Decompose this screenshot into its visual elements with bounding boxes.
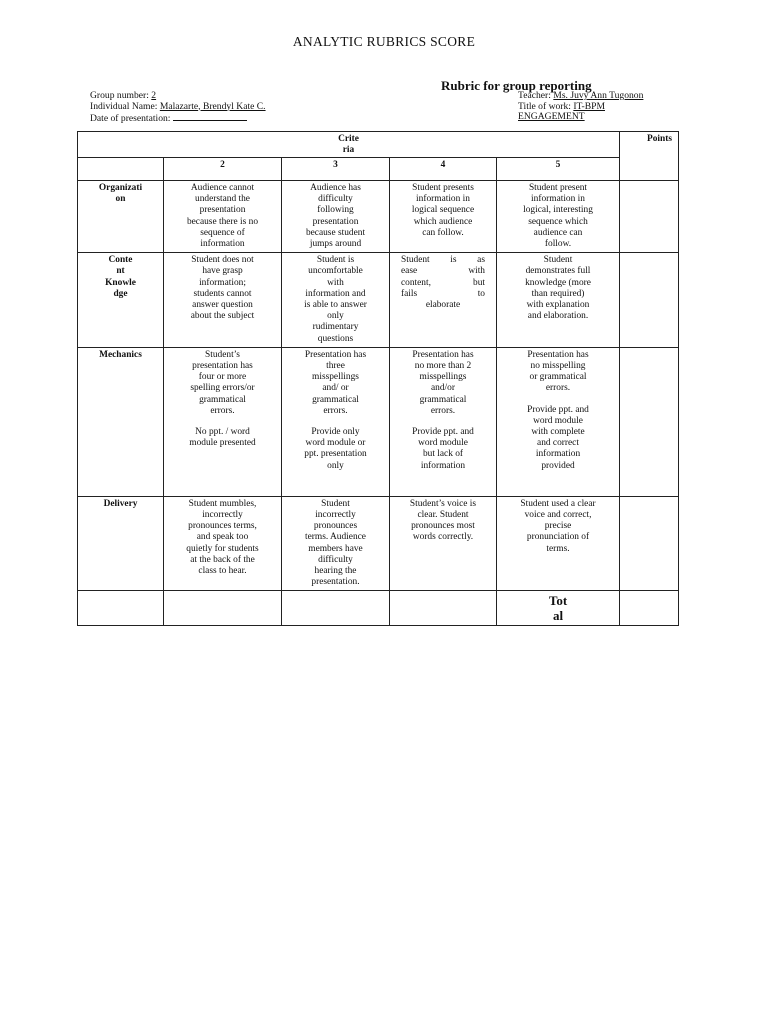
row-label-delivery xyxy=(78,496,164,591)
cell-line: and elaboration. xyxy=(527,311,589,322)
cell-line: is able to answer xyxy=(304,300,367,311)
rubric-cell-mechanics-level-5 xyxy=(497,347,620,496)
individual-name-line xyxy=(90,102,266,113)
rubric-cell-delivery-level-5 xyxy=(497,496,620,591)
date-blank xyxy=(173,112,247,121)
cell-line: Audience has xyxy=(310,183,361,193)
cell-line: information in xyxy=(531,194,585,205)
cell-line: word module or xyxy=(305,438,366,449)
cell-line xyxy=(500,395,616,405)
total-points xyxy=(620,591,679,626)
cell-line: understand the xyxy=(195,194,250,205)
rubric-cell-delivery-level-2 xyxy=(164,496,282,591)
cell-line: voice and correct, xyxy=(524,510,592,521)
rubric-cell-content-knowledge-level-3 xyxy=(282,253,390,348)
cell-line: Student mumbles, xyxy=(188,498,257,509)
criteria-header-row xyxy=(78,132,679,158)
level-5: 5 xyxy=(497,158,620,181)
group-number-label: Group number: xyxy=(90,90,149,101)
cell-line: questions xyxy=(317,333,354,344)
cell-line: can follow. xyxy=(422,227,464,238)
cell-line: logical, interesting xyxy=(523,205,593,216)
group-number-value: 2 xyxy=(151,90,157,101)
cell-line: information and xyxy=(305,288,366,299)
cell-line: presentation. xyxy=(311,577,360,588)
cell-line: no misspelling xyxy=(530,361,586,372)
cell-line: Student presents xyxy=(412,183,474,193)
cell-line: errors. xyxy=(323,405,348,416)
cell-line: rudimentary xyxy=(312,322,359,333)
individual-name-value: Malazarte, Brendyl Kate C. xyxy=(159,100,266,112)
cell-line: because there is no xyxy=(186,216,259,227)
cell-line: spelling errors/or xyxy=(190,383,255,394)
cell-line: Student’s xyxy=(205,349,240,360)
cell-line: students cannot xyxy=(193,288,252,299)
cell-line: presentation xyxy=(312,216,359,227)
cell-line: only xyxy=(327,311,344,322)
cell-line: which audience xyxy=(413,216,473,227)
cell-line: about the subject xyxy=(190,311,255,322)
cell-line: content, but xyxy=(401,277,485,288)
cell-line: incorrectly xyxy=(315,510,356,521)
cell-line: sequence which xyxy=(528,216,588,227)
cell-line: and/or xyxy=(431,383,455,394)
rubric-table xyxy=(77,131,679,626)
cell-line: Student is xyxy=(316,255,355,266)
cell-line: because student xyxy=(305,227,366,238)
cell-line: grammatical xyxy=(199,394,246,405)
rubric-cell-mechanics-level-3 xyxy=(282,347,390,496)
cell-line: four or more xyxy=(198,372,247,383)
cell-line: at the back of the xyxy=(190,554,255,565)
cell-line: provided xyxy=(541,460,575,471)
rubric-cell-organization-level-4 xyxy=(390,181,497,253)
cell-line: errors. xyxy=(430,405,456,416)
cell-line: ppt. presentation xyxy=(304,449,367,460)
rubric-cell-content-knowledge-level-5 xyxy=(497,253,620,348)
rubric-cell-organization-level-5 xyxy=(497,181,620,253)
cell-line: clear. Student xyxy=(417,510,469,521)
cell-line: and/ or xyxy=(322,383,349,394)
cell-line: information xyxy=(535,449,581,460)
cell-line: hearing the xyxy=(314,566,357,577)
cell-line: errors. xyxy=(210,405,235,416)
cell-line: information in xyxy=(416,194,470,205)
cell-line: answer question xyxy=(192,300,253,311)
rubric-cell-delivery-level-4 xyxy=(390,496,497,591)
total-empty-1 xyxy=(78,591,164,626)
row-label-line: Knowle xyxy=(105,277,136,288)
date-line xyxy=(90,112,266,125)
cell-line: Student xyxy=(321,498,350,509)
title-of-work-value: IT-BPM xyxy=(573,100,605,112)
cell-line: No ppt. / word xyxy=(195,427,250,438)
date-label: Date of presentation: xyxy=(90,113,171,124)
points-cell-content-knowledge xyxy=(620,253,679,348)
title-of-work-label: Title of work: xyxy=(518,100,571,112)
cell-line: terms. Audience xyxy=(305,532,366,543)
points-cell-mechanics xyxy=(620,347,679,496)
cell-line: presentation xyxy=(199,205,246,216)
cell-line: grammatical xyxy=(419,394,467,405)
points-cell-organization xyxy=(620,181,679,253)
cell-line: information xyxy=(200,239,245,250)
levels-corner xyxy=(78,158,164,181)
cell-line: class to hear. xyxy=(198,566,247,577)
cell-line: and correct xyxy=(537,438,579,449)
rubric-body xyxy=(78,181,679,591)
teacher-label: Teacher: xyxy=(518,90,551,101)
cell-line: misspellings xyxy=(419,372,467,383)
cell-line: pronounces xyxy=(313,521,358,532)
cell-line: precise xyxy=(544,521,572,532)
row-label-line: dge xyxy=(113,288,128,299)
cell-line: follow. xyxy=(544,239,572,250)
cell-line: incorrectly xyxy=(202,510,243,521)
title-of-work-value-2: ENGAGEMENT xyxy=(518,111,585,122)
cell-line: Presentation has xyxy=(527,349,589,360)
cell-line: sequence of xyxy=(200,227,245,238)
rubric-cell-mechanics-level-4 xyxy=(390,347,497,496)
rubric-row-content-knowledge xyxy=(78,253,679,348)
cell-line: Student is as xyxy=(401,255,485,266)
cell-line: knowledge (more xyxy=(525,277,591,288)
row-label-line: on xyxy=(115,194,126,205)
cell-line: information; xyxy=(199,277,246,288)
cell-line xyxy=(167,417,278,427)
row-label-line: nt xyxy=(116,266,125,277)
cell-line: and speak too xyxy=(196,532,249,543)
total-label-line-1: Tot xyxy=(548,593,568,609)
row-label-line: Delivery xyxy=(103,498,138,509)
document-title: ANALYTIC RUBRICS SCORE xyxy=(292,34,476,49)
cell-line: word module xyxy=(418,438,468,449)
cell-line: have grasp xyxy=(202,266,243,277)
cell-line: Student’s voice is xyxy=(409,498,477,509)
cell-line: Audience cannot xyxy=(190,183,255,193)
rubric-cell-content-knowledge-level-4 xyxy=(390,253,497,348)
cell-line: fails to xyxy=(401,288,485,299)
cell-line: words correctly. xyxy=(412,532,474,543)
cell-line: difficulty xyxy=(318,194,353,205)
cell-line: information xyxy=(420,460,466,471)
cell-line: misspellings xyxy=(312,372,359,383)
meta-left xyxy=(90,91,266,125)
cell-line: only xyxy=(327,460,344,471)
cell-line: jumps around xyxy=(309,239,362,250)
row-label-organization xyxy=(78,181,164,253)
row-label-line: Conte xyxy=(108,255,133,266)
row-label-content-knowledge xyxy=(78,253,164,348)
rubric-row-organization xyxy=(78,181,679,253)
cell-line: than required) xyxy=(531,288,585,299)
cell-line: demonstrates full xyxy=(525,266,591,277)
rubric-cell-delivery-level-3 xyxy=(282,496,390,591)
total-empty-3 xyxy=(282,591,390,626)
total-empty-4 xyxy=(390,591,497,626)
total-label-line-2: al xyxy=(552,608,564,624)
cell-line: pronounces terms, xyxy=(188,521,257,532)
criteria-header-line-1: Crite xyxy=(338,134,359,144)
level-3: 3 xyxy=(282,158,390,181)
cell-line xyxy=(393,417,493,427)
criteria-header xyxy=(78,132,620,158)
cell-line: following xyxy=(317,205,354,216)
cell-line: logical sequence xyxy=(411,205,475,216)
meta-right xyxy=(518,91,643,123)
points-header: Points xyxy=(620,132,679,181)
rubric-cell-mechanics-level-2 xyxy=(164,347,282,496)
cell-line: Presentation has xyxy=(304,349,367,360)
cell-line: grammatical xyxy=(312,394,359,405)
cell-line: but lack of xyxy=(422,449,464,460)
cell-line: elaborate xyxy=(425,300,461,311)
cell-line: pronounces most xyxy=(411,521,475,532)
row-label-mechanics xyxy=(78,347,164,496)
teacher-value: Ms. Juvy Ann Tugonon xyxy=(553,90,644,101)
total-empty-2 xyxy=(164,591,282,626)
cell-line: errors. xyxy=(545,383,571,394)
cell-line: Presentation has xyxy=(412,349,474,360)
cell-line: Student xyxy=(543,255,573,266)
rubric-title: Rubric for group reporting xyxy=(441,78,592,93)
cell-line: or grammatical xyxy=(529,372,587,383)
cell-line: members have xyxy=(308,543,363,554)
row-label-line: Mechanics xyxy=(99,349,142,360)
rubric-cell-organization-level-2 xyxy=(164,181,282,253)
cell-line: no more than 2 xyxy=(414,361,472,372)
cell-line: difficulty xyxy=(318,554,353,565)
cell-line xyxy=(285,417,386,427)
cell-line: pronunciation of xyxy=(526,532,590,543)
cell-line: ease with xyxy=(401,266,485,277)
total-label xyxy=(497,591,620,626)
criteria-header-line-2: ria xyxy=(342,144,355,155)
row-label-line: Organizati xyxy=(98,183,143,193)
cell-line: with complete xyxy=(531,427,585,438)
rubric-cell-content-knowledge-level-2 xyxy=(164,253,282,348)
rubric-row-mechanics xyxy=(78,347,679,496)
cell-line: terms. xyxy=(546,543,570,554)
total-row xyxy=(78,591,679,626)
cell-line: Student present xyxy=(528,183,588,193)
cell-line: Provide only xyxy=(311,427,360,438)
individual-name-label: Individual Name: xyxy=(90,100,158,112)
cell-line: Student does not xyxy=(191,255,254,266)
points-cell-delivery xyxy=(620,496,679,591)
level-2: 2 xyxy=(164,158,282,181)
cell-line: Provide ppt. and xyxy=(412,427,474,438)
rubric-cell-organization-level-3 xyxy=(282,181,390,253)
cell-line: Student used a clear xyxy=(520,498,596,509)
cell-line: module presented xyxy=(189,438,256,449)
cell-line: word module xyxy=(533,415,583,426)
cell-line: three xyxy=(326,361,345,372)
levels-row xyxy=(78,158,679,181)
cell-line: audience can xyxy=(533,227,583,238)
cell-line: quietly for students xyxy=(186,543,259,554)
cell-line: Provide ppt. and xyxy=(527,404,589,415)
level-4: 4 xyxy=(390,158,497,181)
cell-line: with explanation xyxy=(526,300,590,311)
rubric-row-delivery xyxy=(78,496,679,591)
cell-line: presentation has xyxy=(192,361,253,372)
cell-line: uncomfortable xyxy=(308,266,363,277)
cell-line: with xyxy=(327,277,344,288)
